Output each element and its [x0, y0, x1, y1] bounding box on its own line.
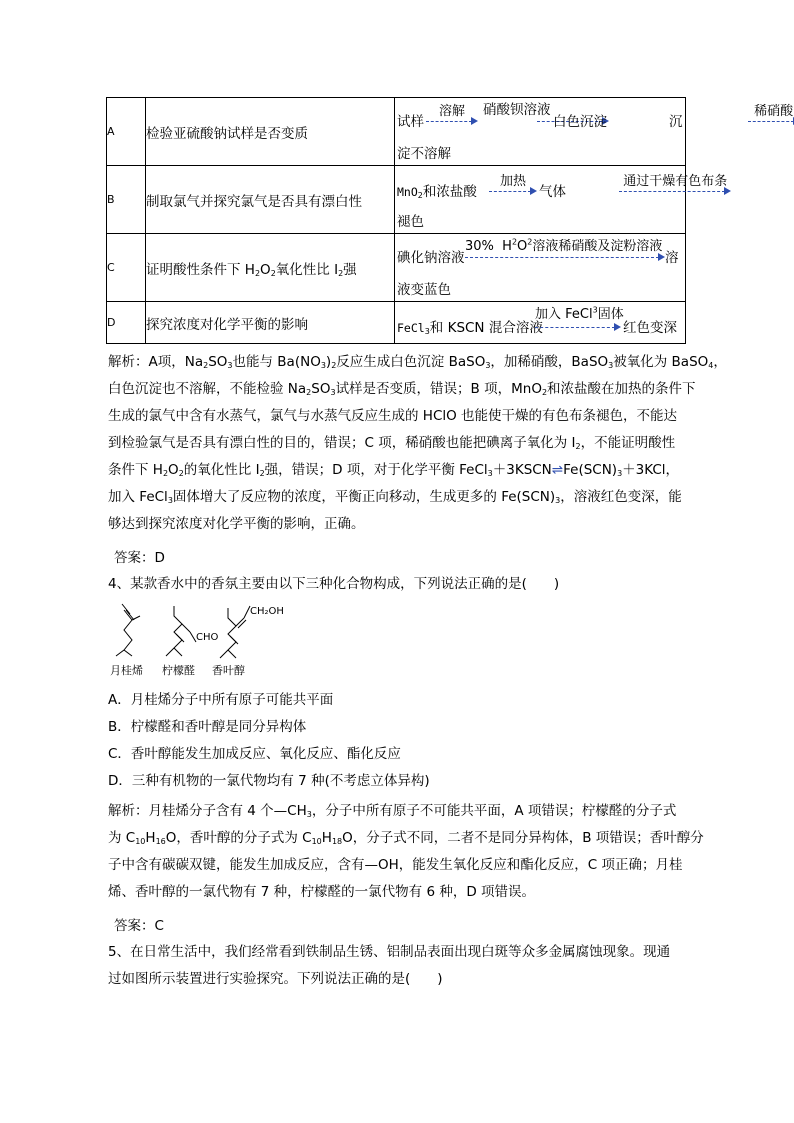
analysis-line: 加入 FeCl$_3$固体增大了反应物的浓度，平衡正向移动，生成更多的 $Fe(SCN)_3$，溶液红色变深，能: [108, 489, 682, 505]
question-stem: 5、在日常生活中，我们经常看到铁制品生锈、铝制品表面出现白斑等众多金属腐蚀现象。现通: [108, 944, 671, 960]
option-label: C: [107, 234, 146, 302]
option-purpose: 探究浓度对化学平衡的影响: [146, 302, 395, 344]
analysis-line: 子中含有碳碳双键，能发生加成反应，含有—OH，能发生氧化反应和酯化反应，C 项正确；月桂: [108, 857, 683, 873]
analysis-line: 烯、香叶醇的一氯代物有 7 种，柠檬醛的一氯代物有 6 种，D 项错误。: [108, 884, 536, 900]
equilibrium-arrow: ⇌: [551, 462, 564, 478]
reagent-text: 气体: [539, 183, 566, 200]
option-experiment: FeCl$_3$和 KSCN 混合溶液 加入 FeCl$^3$固体 红色变深: [395, 302, 686, 344]
option-label: B: [107, 166, 146, 234]
reaction-arrow: [465, 249, 665, 263]
answer-text: 答案：D: [114, 550, 165, 566]
reaction-arrow: [535, 319, 621, 333]
molecule-label: 月桂烯: [110, 664, 143, 677]
analysis-line: 够达到探究浓度对化学平衡的影响，正确。: [108, 516, 365, 532]
molecule-label: 柠檬醛: [162, 664, 195, 677]
option-label: D: [107, 302, 146, 344]
analysis-line: 条件下 $H_2O_2$的氧化性比 $I_2$强，错误；D 项，对于化学平衡 $FeCl_3+3KSCN\rightleftharpoons Fe(SCN)_3+3KCl$，: [108, 462, 680, 478]
analysis-line: 为 $C_{10}H_{16}O$，香叶醇的分子式为 $C_{10}H_{18}O$，分子式不同，二者不是同分异构体，B 项错误；香叶醇分: [108, 830, 704, 846]
choice-d: D．三种有机物的一氯代物均有 7 种(不考虑立体异构): [108, 773, 430, 789]
answer-text: 答案：C: [114, 918, 164, 934]
reagent-text: 溶: [665, 249, 679, 266]
option-purpose: 检验亚硫酸钠试样是否变质: [146, 98, 395, 166]
option-experiment: MnO$_2$和浓盐酸 加热 气体 通过干燥有色布条 褪色: [395, 166, 686, 234]
molecule-label: 香叶醇: [212, 664, 245, 677]
reagent-text: 褪色: [397, 213, 424, 230]
reagent-text: 红色变深: [623, 319, 677, 336]
analysis-line: 到检验氯气是否具有漂白性的目的，错误；C 项，稀硝酸也能把碘离子氧化为 $I_2$，不能证明酸性: [108, 435, 676, 451]
reagent-text: 硝酸钡溶液: [483, 101, 551, 118]
reagent-text: 碘化钠溶液: [397, 249, 465, 266]
reagent-text: 淀不溶解: [397, 145, 451, 162]
table-row: [107, 234, 686, 302]
question-stem: 4、某款香水中的香氛主要由以下三种化合物构成，下列说法正确的是( ): [108, 576, 560, 592]
reaction-arrow: 稀硝酸: [748, 113, 794, 127]
analysis-line: 白色沉淀也不溶解，不能检验 $Na_2SO_3$试样是否变质，错误；B 项，MnO$_2$和浓盐酸在加热的条件下: [108, 381, 696, 397]
option-experiment: 碘化钠溶液 30% $H^2O^2$溶液稀硝酸及淀粉溶液 溶 液变蓝色: [395, 234, 686, 302]
analysis-line: 解析：月桂烯分子含有 4 个$—CH_3$，分子中所有原子不可能共平面，A 项错误；柠檬醛的分子式: [108, 803, 677, 819]
table-row: [107, 98, 686, 166]
reaction-arrow: 通过干燥有色布条: [619, 183, 731, 197]
choice-a: A．月桂烯分子中所有原子可能共平面: [108, 692, 334, 708]
option-purpose: 制取氯气并探究氯气是否具有漂白性: [146, 166, 395, 234]
reaction-arrow: 加热: [489, 183, 537, 197]
question-stem: 过如图所示装置进行实验探究。下列说法正确的是( ): [108, 971, 443, 987]
molecule-structures: [104, 598, 304, 678]
ch2oh-label: CH₂OH: [250, 606, 284, 617]
choice-c: C．香叶醇能发生加成反应、氧化反应、酯化反应: [108, 746, 401, 762]
cho-label: CHO: [196, 632, 219, 643]
choice-b: B．柠檬醛和香叶醇是同分异构体: [108, 719, 307, 735]
option-experiment: [395, 98, 794, 166]
table-row: [107, 302, 686, 344]
table-row: [107, 166, 686, 234]
reagent-text: 沉: [669, 113, 683, 130]
reagent-text: 液变蓝色: [397, 281, 451, 298]
analysis-line: 生成的氯气中含有水蒸气，氯气与水蒸气反应生成的 HClO 也能使干燥的有色布条褪色，不能达: [108, 408, 678, 424]
option-purpose: 证明酸性条件下 $H_2O_2$氧化性比 $I_2$强: [146, 234, 395, 302]
reagent-text: 白色沉淀: [553, 113, 607, 130]
options-table: [106, 97, 794, 344]
analysis-line: 解析：A项，$Na_2SO_3$也能与 $Ba(NO_3)_2$反应生成白色沉淀 BaSO$_3$，加稀硝酸，BaSO$_3$被氧化为 BaSO$_4$，: [108, 354, 727, 370]
reaction-arrow: 溶解: [426, 113, 478, 127]
option-label: A: [107, 98, 146, 166]
reagent-text: 试样: [397, 113, 424, 130]
